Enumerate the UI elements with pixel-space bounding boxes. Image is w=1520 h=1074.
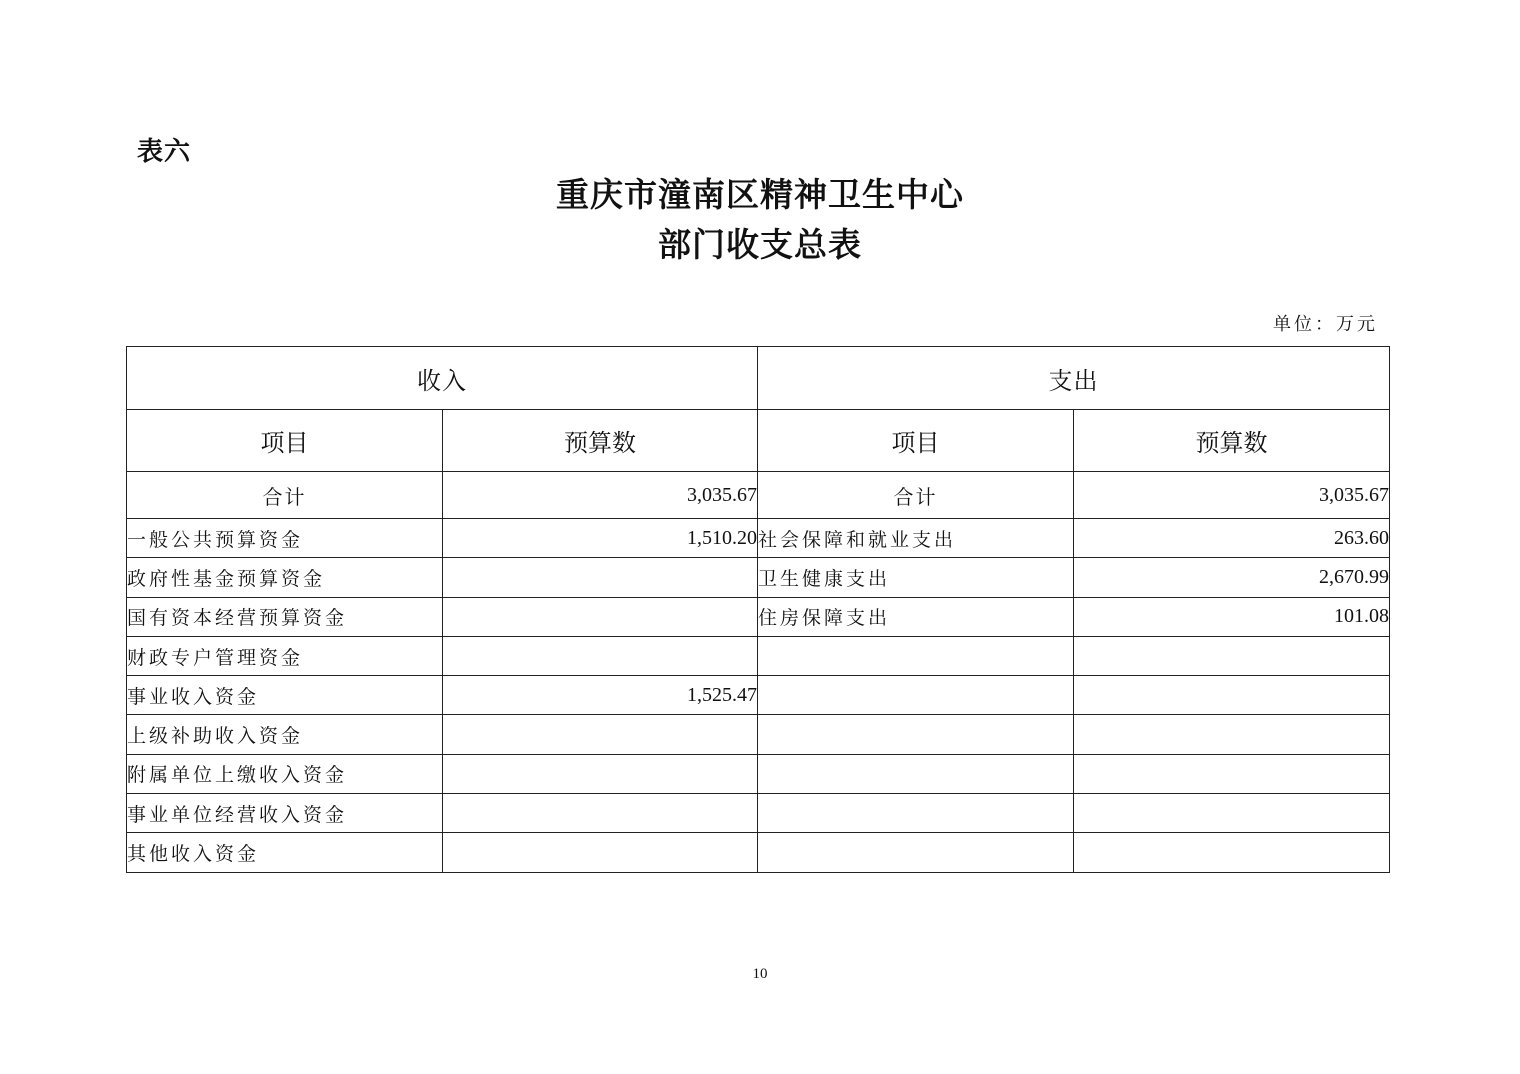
income-value [443, 597, 758, 636]
expense-item-column-header: 项目 [758, 410, 1074, 472]
table-row [127, 754, 1390, 793]
income-value [443, 715, 758, 754]
unit-note: 单位：万元 [1273, 314, 1378, 335]
expense-item [758, 676, 1074, 715]
expense-total-label: 合计 [758, 472, 1074, 519]
expense-total-value: 3,035.67 [1074, 472, 1390, 519]
income-item: 其他收入资金 [127, 833, 443, 872]
table-row [127, 597, 1390, 636]
expense-value [1074, 754, 1390, 793]
income-item: 事业单位经营收入资金 [127, 794, 443, 833]
table-group-header-row [127, 347, 1390, 410]
table-row [127, 558, 1390, 597]
document-title [0, 170, 1520, 270]
total-row [127, 472, 1390, 519]
income-value [443, 794, 758, 833]
expense-item: 社会保障和就业支出 [758, 519, 1074, 558]
expense-value: 101.08 [1074, 597, 1390, 636]
title-organization: 重庆市潼南区精神卫生中心 [556, 175, 964, 214]
income-item: 国有资本经营预算资金 [127, 597, 443, 636]
income-value [443, 833, 758, 872]
expense-value [1074, 833, 1390, 872]
income-value [443, 636, 758, 675]
expense-value [1074, 676, 1390, 715]
expense-item [758, 833, 1074, 872]
expense-value [1074, 715, 1390, 754]
income-item: 上级补助收入资金 [127, 715, 443, 754]
table-row [127, 833, 1390, 872]
expense-item: 住房保障支出 [758, 597, 1074, 636]
expense-value: 2,670.99 [1074, 558, 1390, 597]
income-value [443, 754, 758, 793]
expense-group-header: 支出 [758, 347, 1390, 410]
table-row [127, 676, 1390, 715]
page-number: 10 [752, 966, 768, 982]
income-group-header: 收入 [127, 347, 758, 410]
expense-item [758, 754, 1074, 793]
expense-item [758, 715, 1074, 754]
income-value: 1,510.20 [443, 519, 758, 558]
expense-value [1074, 636, 1390, 675]
income-budget-column-header: 预算数 [443, 410, 758, 472]
expense-item [758, 794, 1074, 833]
income-value: 1,525.47 [443, 676, 758, 715]
table-row [127, 794, 1390, 833]
income-item: 一般公共预算资金 [127, 519, 443, 558]
expense-value: 263.60 [1074, 519, 1390, 558]
income-item: 事业收入资金 [127, 676, 443, 715]
income-item: 政府性基金预算资金 [127, 558, 443, 597]
table-row [127, 715, 1390, 754]
income-total-label: 合计 [127, 472, 443, 519]
income-value [443, 558, 758, 597]
table-column-header-row [127, 410, 1390, 472]
expense-item [758, 636, 1074, 675]
expense-item: 卫生健康支出 [758, 558, 1074, 597]
income-item: 财政专户管理资金 [127, 636, 443, 675]
expense-budget-column-header: 预算数 [1074, 410, 1390, 472]
table-row [127, 519, 1390, 558]
title-table-name: 部门收支总表 [658, 225, 862, 264]
table-row [127, 636, 1390, 675]
expense-value [1074, 794, 1390, 833]
table-label: 表六 [137, 137, 192, 167]
income-total-value: 3,035.67 [443, 472, 758, 519]
income-item: 附属单位上缴收入资金 [127, 754, 443, 793]
income-item-column-header: 项目 [127, 410, 443, 472]
budget-summary-table [126, 346, 1390, 873]
